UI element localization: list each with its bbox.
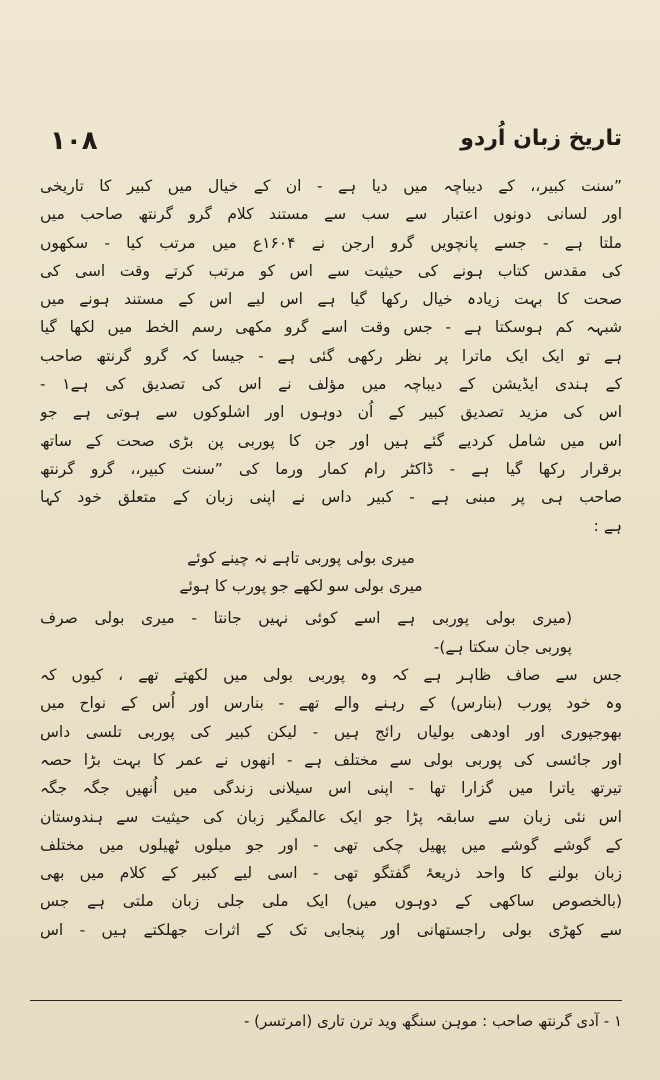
paragraph2-line: سے کھڑی بولی راجستھانی اور پنجابی تک کے اثرات جھلکتے ہیں - اس xyxy=(40,920,622,939)
footnote: ۱ - آدی گرنتھ صاحب : موہن سنگھ وید ترن تاری (امرتسر) - xyxy=(243,1012,622,1030)
verse-quote xyxy=(40,544,622,601)
page-body xyxy=(40,172,622,944)
paragraph2-line: کے گوشے گوشے میں پھیل چکی تھی - اور جو میلوں ٹھیلوں میں مختلف xyxy=(40,835,622,854)
verse-line: میری بولی سو لکھے جو پورب کا ہوئے xyxy=(179,577,423,596)
paragraph2-line: جس سے صاف ظاہر ہے کہ وہ پوربی بولی میں لکھتے تھے ، کیوں کہ xyxy=(40,666,622,685)
footnote-divider xyxy=(30,1000,622,1001)
paragraph1-line: اس میں شامل کردیے گئے ہیں اور جن کا پوربی پن بڑی صحت کے ساتھ xyxy=(40,431,622,450)
verse-line: میری بولی پوربی تاہے نہ چینے کوئے xyxy=(187,548,415,567)
page-header xyxy=(50,126,622,166)
paragraph1-line: برقرار رکھا گیا ہے - ڈاکٹر رام کمار ورما کی ”سنت کبیر،، گرو گرنتھ xyxy=(40,459,622,478)
paragraph2-line: اور جائسی کی پوربی بولی سے مختلف ہے - انھوں نے عمر کا بہت بڑا حصہ xyxy=(40,750,622,769)
paragraph1-line: ہے : xyxy=(593,516,622,535)
verse-translation xyxy=(40,604,622,661)
paragraph2-line: زبان بولنے کا واحد ذریعۂ گفتگو تھی - اسی لیے کبیر کے کلام میں بھی xyxy=(40,864,622,883)
paragraph1-line: ”سنت کبیر،، کے دیباچہ میں دیا ہے - ان کے خیال میں کبیر کا تاریخی xyxy=(40,177,622,195)
paragraph2-line: وہ خود پورب (بنارس) کے رہنے والے تھے - بنارس اور اُس کے نواح میں xyxy=(40,694,622,713)
paragraph1-line: صاحب ہی پر مبنی ہے - کبیر داس نے اپنی زبان کے متعلق خود کہا xyxy=(40,488,622,507)
running-title: تاریخ زبان اُردو xyxy=(460,126,622,151)
paragraph2-line: تیرتھ یاترا میں گزارا تھا - اپنی اس سیلانی زندگی میں اُنھیں جگہ جگہ xyxy=(40,779,622,798)
paragraph2-line: بھوجپوری اور اودھی بولیاں رائج ہیں - لیکن کبیر کی پوربی تلسی داس xyxy=(40,722,622,741)
paragraph2-line: (بالخصوص ساکھی کے دوہوں میں) ایک ملی جلی زبان ملتی ہے جس xyxy=(40,892,622,911)
paragraph2-line: اس نئی زبان سے سابقہ پڑا جو ایک عالمگیر زبان کی حیثیت سے ہندوستان xyxy=(40,807,622,826)
paragraph-2 xyxy=(40,661,622,944)
translation-line: (میری بولی پوربی ہے اسے کوئی نہیں جانتا - میری بولی صرف xyxy=(40,609,572,628)
paragraph1-line: شبہہ کم ہوسکتا ہے - جس وقت اسے گرو مکھی رسم الخط میں لکھا گیا xyxy=(40,318,622,337)
paragraph1-line: ہے تو ایک ایک ماترا پر نظر رکھی گئی ہے - جیسا کہ گرو گرنتھ صاحب xyxy=(40,346,622,365)
page-number: ١٠٨ xyxy=(50,126,98,156)
paragraph1-line: کے ہندی ایڈیشن کے دیباچہ میں مؤلف نے اس کی تصدیق کی ہے۱ - xyxy=(40,375,622,394)
paragraph1-line: صحت کا بہت زیادہ خیال رکھا گیا ہے اس لیے اس کے مستند ہونے میں xyxy=(40,290,622,309)
translation-line: پوربی جان سکتا ہے)- xyxy=(433,637,572,656)
paragraph1-line: ملتا ہے - جسے پانچویں گرو ارجن نے ۱۶۰۴ع میں مرتب کیا - سکھوں xyxy=(40,233,622,252)
paragraph1-line: اور لسانی دونوں اعتبار سے سب سے مستند کلام گرو گرنتھ صاحب میں xyxy=(40,205,622,224)
paragraph-1 xyxy=(40,172,622,540)
paragraph1-line: کی مقدس کتاب ہونے کی حیثیت سے اس کو مرتب کرتے وقت اسی کی xyxy=(40,261,622,280)
paragraph1-line: اس کی مزید تصدیق کبیر کے اُن دوہوں اور اشلوکوں سے ہوتی ہے جو xyxy=(40,403,622,422)
